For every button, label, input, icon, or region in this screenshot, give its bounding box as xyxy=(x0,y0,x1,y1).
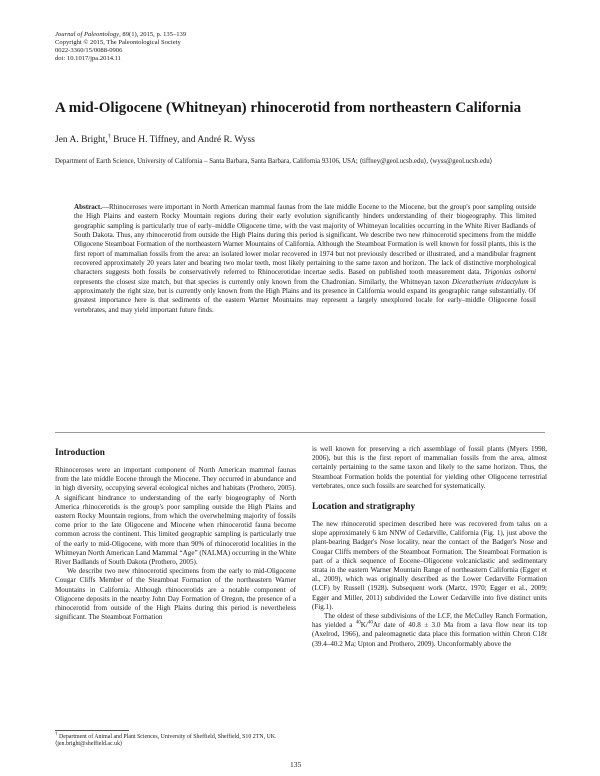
paragraph: is well known for preserving a rich assemblage of fossil plants (Myers 1998, 2006), but this is the first report of mammalian fossils from the area, almost certainly pertaining to the same taxon and likely to the same horizon. Thus, the Steamboat Formation holds the potential for yielding other Oligocene terrestrial vertebrates, once such fossils are searched for systematically. xyxy=(312,445,547,490)
copyright-line: Copyright © 2015, The Paleontological Society xyxy=(55,38,181,46)
section-heading-location: Location and stratigraphy xyxy=(312,501,416,512)
paragraph: We describe two new rhinocerotid specimens from the early to mid-Oligocene Cougar Cliffs Member of the Steamboat Formation of the northeastern Warner Mountains in California. Although rhinocerotids are a notable component of Oligocene deposits in the nearby John Day Formation of Oregon, the presence of a rhinocerotid from outside of the High Plains during this period is nevertheless significant. The Steamboat Formation xyxy=(55,567,296,622)
footnote-divider xyxy=(55,730,129,731)
author-list: Jen A. Bright,† Bruce H. Tiffney, and André R. Wyss xyxy=(55,133,255,145)
right-column xyxy=(312,445,547,649)
journal-name: Journal of Paleontology xyxy=(55,31,120,38)
paragraph: The new rhinocerotid specimen described here was recovered from talus on a slope approximately 6 km NNW of Cedarville, California (Fig. 1), just above the plant-bearing Badger's Nose locality, near the contact of the Badger's Nose and Cougar Cliffs members of the Steamboat Formation. The Steamboat Formation is part of a thick sequence of Eocene–Oligocene volcaniclastic and sedimentary strata in the eastern Warner Mountain Range of northeastern California (Egger et al., 2009), which was originally described as the Lower Cedarville Formation (LCF) by Russell (1928). Subsequent work (Martz, 1970; Egger et al., 2009; Egger and Miller, 2011) subdivided the Lower Cedarville into five distinct units (Fig.1). xyxy=(312,520,547,611)
issn-line: 0022-3360/15/0088-0906 xyxy=(55,46,123,54)
left-column xyxy=(55,447,296,622)
page-number: 135 xyxy=(290,760,302,769)
section-heading-introduction: Introduction xyxy=(55,447,105,457)
footnote: † Department of Animal and Plant Sciences, University of Sheffield, Sheffield, S10 2TN, UK. ⟨jen.bright@sheffield.ac.uk⟩ xyxy=(55,732,277,748)
abstract: Abstract.—Rhinoceroses were important in North American mammal faunas from the late middle Eocene to the Miocene, but the group's poor sampling outside the High Plains and eastern Rocky Mountain regions during their early evolution significantly hinders understanding of their biogeography. This limited geographic sampling is particularly true of early–middle Oligocene time, with the vast majority of Whitneyan localities occurring in the White River Badlands of South Dakota. Thus, any rhinocerotid from outside the High Plains during this period is significant. We describe two new rhinocerotid specimens from the middle Oligocene Steamboat Formation of the northeastern Warner Mountains of California. Although the Steamboat Formation is well known for fossil plants, this is the first report of mammalian fossils from the area: an isolated lower molar recovered in 1974 but not previously described or illustrated, and a mandibular fragment recovered approximately 20 years later and bearing two molar teeth, most likely pertaining to the same taxon and horizon. The lack of distinctive morphological characters suggests both fossils be conservatively referred to Rhinocerotidae incertae sedis. Based on published tooth measurement data, Trigonias osborni represents the closest size match, but that species is currently only known from the Chadronian. Similarly, the Whitneyan taxon Diceratherium tridactylum is approximately the right size, but is currently only known from the High Plains and its presence in California would expand its geographic range substantially. Of greatest importance here is that sediments of the eastern Warner Mountains may represent a largely unexplored locale for early–middle Oligocene fossil vertebrates, and may yield important future finds. xyxy=(74,203,536,314)
article-title: A mid-Oligocene (Whitneyan) rhinocerotid from northeastern California xyxy=(55,100,522,116)
journal-metadata xyxy=(55,31,186,63)
affiliation: Department of Earth Science, University of California – Santa Barbara, Santa Barbara, California 93106, USA; ⟨tiffney@geol.ucsb.edu⟩, ⟨wyss@geol.ucsb.edu⟩ xyxy=(55,158,493,165)
paragraph: Rhinoceroses were an important component of North American mammal faunas from the late middle Eocene through the Miocene. They occurred in abundance and in high diversity, occupying several ecological niches and habitats (Prothero, 2005). A significant hindrance to understanding of the early biogeography of North America rhinocerotids is the group's poor sampling outside the High Plains and eastern Rocky Mountain regions, from which the overwhelming majority of fossils come prior to the late Oligocene and Miocene when rhinocerotid fauna become common across the continent. This limited geographic sampling is particularly true of the early to mid-Oligocene, with more than 90% of rhinocerotid localities in the Whitneyan North American Land Mammal “Age” (NALMA) occurring in the White River Badlands of South Dakota (Prothero, 2005). xyxy=(55,466,296,567)
abstract-heading: Abstract. xyxy=(74,203,102,211)
paragraph: The oldest of these subdivisions of the LCF, the McCulley Ranch Formation, has yielded a $^{40}$K/$^{40}$Ar date of 40.8 ± 3.0 Ma from a lava flow near its top (Axelrod, 1966), and paleomagnetic data place this formation within Chron C18r (39.4–40.2 Ma; Upton and Prothero, 2009). Unconformably above the xyxy=(312,612,548,648)
journal-citation: Journal of Paleontology, 89(1), 2015, p. 135–139 xyxy=(55,31,187,38)
doi-link[interactable]: doi: 10.1017/jpa.2014.11 xyxy=(55,54,122,62)
section-divider xyxy=(55,432,545,433)
taxon-name: Diceratherium tridactylum xyxy=(452,277,529,286)
dagger-mark: † xyxy=(107,133,111,140)
taxon-name: Trigonias osborni xyxy=(484,268,536,277)
